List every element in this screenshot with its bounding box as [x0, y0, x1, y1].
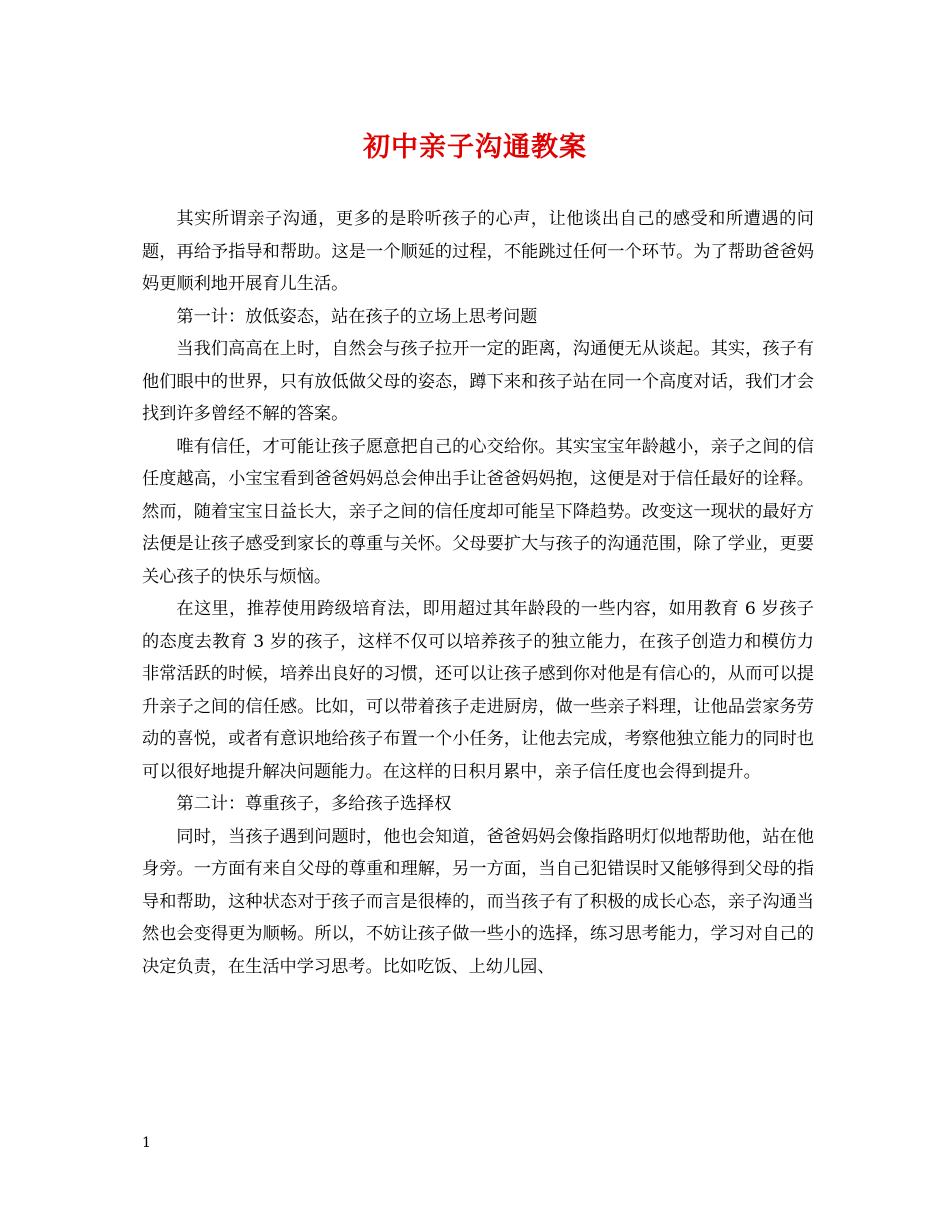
paragraph: 在这里，推荐使用跨级培育法，即用超过其年龄段的一些内容，如用教育 6 岁孩子的态度去教育 3 岁的孩子，这样不仅可以培养孩子的独立能力，在孩子创造力和模仿力非常活跃的时候，培养出良好的习惯，还可以让孩子感到你对他是有信心的，从而可以提升亲子之间的信任感。比如，可以带着孩子走进厨房，做一些亲子料理，让他品尝家务劳动的喜悦，或者有意识地给孩子布置一个小任务，让他去完成，考察他独立能力的同时也可以很好地提升解决问题能力。在这样的日积月累中，亲子信任度也会得到提升。 [142, 599, 814, 782]
document-title: 初中亲子沟通教案 [363, 132, 587, 163]
paragraph: 唯有信任，才可能让孩子愿意把自己的心交给你。其实宝宝年龄越小，亲子之间的信任度越高，小宝宝看到爸爸妈妈总会伸出手让爸爸妈妈抱，这便是对于信任最好的诠释。然而，随着宝宝日益长大，亲子之间的信任度却可能呈下降趋势。改变这一现状的最好方法便是让孩子感受到家长的尊重与关怀。父母要扩大与孩子的沟通范围，除了学业，更要关心孩子的快乐与烦恼。 [142, 436, 814, 587]
paragraph: 同时，当孩子遇到问题时，他也会知道，爸爸妈妈会像指路明灯似地帮助他，站在他身旁。一方面有来自父母的尊重和理解，另一方面，当自己犯错误时又能够得到父母的指导和帮助，这种状态对于孩子而言是很棒的，而当孩子有了积极的成长心态，亲子沟通当然也会变得更为顺畅。所以，不妨让孩子做一些小的选择，练习思考能力，学习对自己的决定负责，在生活中学习思考。比如吃饭、上幼儿园、 [142, 826, 814, 977]
paragraph-intro: 其实所谓亲子沟通，更多的是聆听孩子的心声，让他谈出自己的感受和所遭遇的问题，再给予指导和帮助。这是一个顺延的过程，不能跳过任何一个环节。为了帮助爸爸妈妈更顺利地开展育儿生活。 [142, 209, 814, 294]
section-heading-first: 第一计：放低姿态，站在孩子的立场上思考问题 [176, 306, 538, 327]
page-number: 1 [142, 1135, 151, 1151]
document-body [142, 203, 814, 983]
paragraph: 当我们高高在上时，自然会与孩子拉开一定的距离，沟通便无从谈起。其实，孩子有他们眼中的世界，只有放低做父母的姿态，蹲下来和孩子站在同一个高度对话，我们才会找到许多曾经不解的答案。 [142, 339, 814, 424]
section-heading-second: 第二计：尊重孩子，多给孩子选择权 [176, 794, 452, 814]
